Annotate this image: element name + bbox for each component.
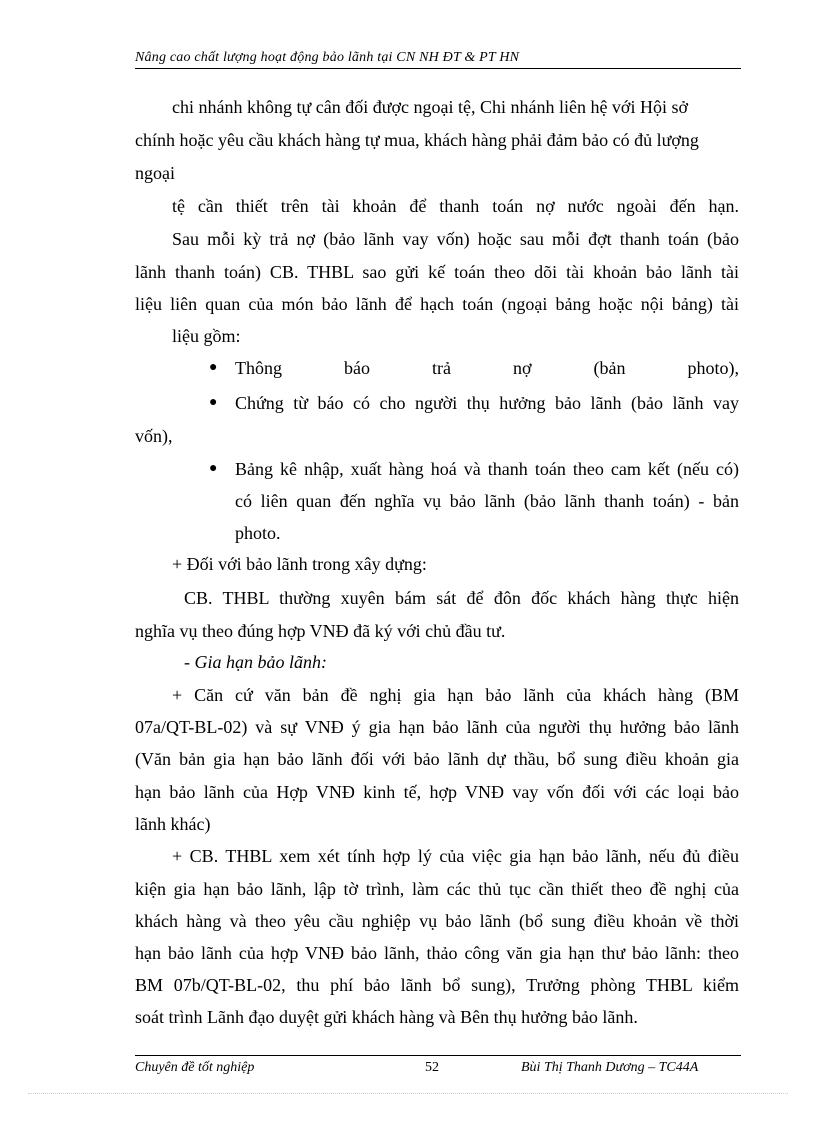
text-line: photo. <box>235 523 281 543</box>
text-line: liệu liên quan của món bảo lãnh để hạch toán (ngoại bảng hoặc nội bảng) tài <box>135 294 739 314</box>
text-line: + CB. THBL xem xét tính hợp lý của việc gia hạn bảo lãnh, nếu đủ điều <box>172 846 739 866</box>
text-line: hạn bảo lãnh của hợp VNĐ bảo lãnh, thảo công văn gia hạn thư bảo lãnh: theo <box>135 943 739 963</box>
text-line: chi nhánh không tự cân đối được ngoại tệ, Chi nhánh liên hệ với Hội sở <box>172 97 688 117</box>
text-line: Sau mỗi kỳ trả nợ (bảo lãnh vay vốn) hoặc sau mỗi đợt thanh toán (bảo <box>172 229 739 249</box>
footer-left: Chuyên đề tốt nghiệp <box>135 1060 255 1075</box>
bullet-item: Thông báo trả nợ (bản photo), <box>235 358 739 378</box>
text-line: ngoại <box>135 163 175 183</box>
text-line: vốn), <box>135 426 173 446</box>
text-line: liệu gồm: <box>172 326 241 346</box>
text-line: tệ cần thiết trên tài khoản để thanh toán nợ nước ngoài đến hạn. <box>172 196 739 216</box>
text-line: có liên quan đến nghĩa vụ bảo lãnh (bảo lãnh thanh toán) - bản <box>235 491 739 511</box>
footer-right: Bùi Thị Thanh Dương – TC44A <box>521 1060 699 1075</box>
bullet-dot-icon: ● <box>209 461 218 476</box>
text-line: (Văn bản gia hạn bảo lãnh đối với bảo lãnh dự thầu, bổ sung điều khoản gia <box>135 749 739 769</box>
page-header: Nâng cao chất lượng hoạt động bảo lãnh tại CN NH ĐT & PT HN <box>135 50 520 65</box>
text-line: lãnh thanh toán) CB. THBL sao gửi kế toán theo dõi tài khoản bảo lãnh tài <box>135 262 739 282</box>
text-line: CB. THBL thường xuyên bám sát để đôn đốc khách hàng thực hiện <box>184 588 739 608</box>
text-line: + Căn cứ văn bản đề nghị gia hạn bảo lãnh của khách hàng (BM <box>172 685 739 705</box>
footer-rule <box>135 1055 741 1056</box>
text-line: khách hàng và theo yêu cầu nghiệp vụ bảo lãnh (bổ sung điều khoản về thời <box>135 911 739 931</box>
page-bottom-border <box>28 1093 788 1094</box>
text-line: chính hoặc yêu cầu khách hàng tự mua, khách hàng phải đảm bảo có đủ lượng <box>135 130 699 150</box>
section-heading: - Gia hạn bảo lãnh: <box>184 652 327 672</box>
bullet-dot-icon: ● <box>209 360 218 375</box>
text-line: BM 07b/QT-BL-02, thu phí bảo lãnh bổ sung), Trưởng phòng THBL kiểm <box>135 975 739 995</box>
bullet-item: Chứng từ báo có cho người thụ hưởng bảo lãnh (bảo lãnh vay <box>235 393 739 413</box>
header-rule <box>135 68 741 69</box>
text-line: lãnh khác) <box>135 814 211 834</box>
bullet-dot-icon: ● <box>209 395 218 410</box>
text-line: hạn bảo lãnh của Hợp VNĐ kinh tế, hợp VNĐ vay vốn đối với các loại bảo <box>135 782 739 802</box>
text-line: soát trình Lãnh đạo duyệt gửi khách hàng và Bên thụ hưởng bảo lãnh. <box>135 1007 638 1027</box>
page-number: 52 <box>425 1060 439 1075</box>
bullet-item: Bảng kê nhập, xuất hàng hoá và thanh toán theo cam kết (nếu có) <box>235 459 739 479</box>
text-line: nghĩa vụ theo đúng hợp VNĐ đã ký với chủ đầu tư. <box>135 621 506 641</box>
text-line: 07a/QT-BL-02) và sự VNĐ ý gia hạn bảo lãnh của người thụ hưởng bảo lãnh <box>135 717 739 737</box>
text-line: kiện gia hạn bảo lãnh, lập tờ trình, làm các thủ tục cần thiết theo đề nghị của <box>135 879 739 899</box>
text-line: + Đối với bảo lãnh trong xây dựng: <box>172 554 427 574</box>
